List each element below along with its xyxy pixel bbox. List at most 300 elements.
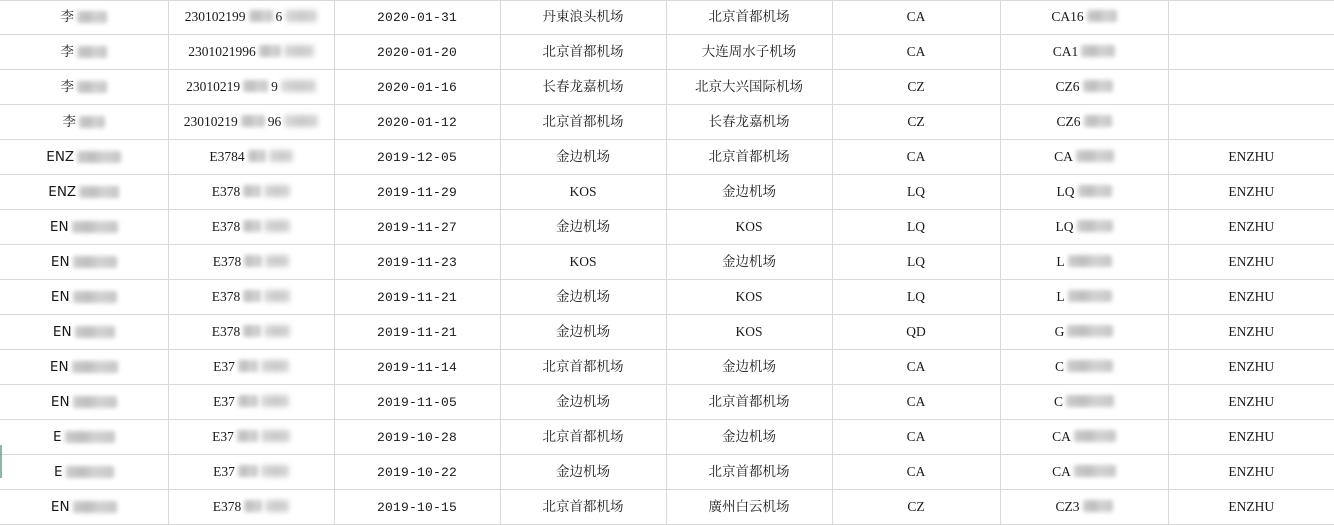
redacted-block	[1078, 185, 1112, 197]
redacted-block	[1066, 395, 1114, 407]
cell-date-content	[377, 501, 457, 514]
table-row[interactable]	[0, 35, 1334, 70]
cell-id[interactable]	[168, 245, 334, 280]
cell-tag[interactable]	[1168, 315, 1334, 350]
cell-date[interactable]	[334, 455, 500, 490]
cell-id[interactable]	[168, 175, 334, 210]
cell-tag[interactable]	[1168, 420, 1334, 455]
table-top-border	[0, 0, 1334, 1]
table-row[interactable]	[0, 245, 1334, 280]
text-value: ENZHU	[1228, 429, 1275, 444]
cell-from[interactable]	[500, 35, 666, 70]
cell-flight-content	[1055, 325, 1114, 339]
cell-tag[interactable]	[1168, 210, 1334, 245]
text-value: KOS	[735, 219, 763, 234]
cell-airline[interactable]	[832, 490, 1000, 525]
text-value: 2020-01-16	[376, 80, 457, 95]
text-value: ENZHU	[1228, 149, 1275, 164]
cell-from-content	[543, 501, 624, 515]
redacted-block	[264, 220, 290, 232]
table-row[interactable]	[0, 490, 1334, 525]
cell-to-content	[709, 116, 790, 130]
text-value: 2020-01-12	[376, 115, 457, 130]
text-value: EN	[50, 499, 70, 515]
cell-to[interactable]	[666, 70, 832, 105]
cell-flight-content	[1052, 430, 1116, 444]
cell-to[interactable]	[666, 280, 832, 315]
text-value: 大连周水子机场	[701, 44, 797, 60]
cell-id[interactable]	[168, 420, 334, 455]
text-value: ENZ	[46, 149, 75, 165]
table-row[interactable]	[0, 210, 1334, 245]
text-value: 北京首都机场	[708, 464, 790, 480]
cell-date[interactable]	[334, 490, 500, 525]
cell-id[interactable]	[168, 35, 334, 70]
text-value: 北京首都机场	[542, 499, 624, 515]
cell-flight-content	[1055, 80, 1112, 94]
cell-flight[interactable]	[1000, 210, 1168, 245]
cell-flight-content	[1056, 115, 1111, 129]
text-value: 金边机场	[722, 359, 776, 375]
cell-from[interactable]	[500, 0, 666, 35]
cell-name[interactable]	[0, 175, 168, 210]
text-value: 李	[60, 9, 74, 25]
cell-to-content	[722, 186, 776, 200]
cell-airline-content	[907, 465, 926, 479]
cell-name[interactable]	[0, 490, 168, 525]
text-value: 2019-11-21	[376, 325, 457, 340]
cell-date-content	[377, 151, 457, 164]
cell-to-content	[722, 361, 776, 375]
cell-date-content	[377, 221, 457, 234]
cell-id[interactable]	[168, 490, 334, 525]
cell-name-content	[50, 361, 118, 375]
cell-from[interactable]	[500, 175, 666, 210]
text-value: ENZHU	[1228, 499, 1275, 514]
cell-tag[interactable]	[1168, 455, 1334, 490]
cell-name[interactable]	[0, 385, 168, 420]
redacted-block	[1067, 325, 1113, 337]
cell-airline[interactable]	[832, 280, 1000, 315]
cell-flight-content	[1052, 465, 1116, 479]
cell-flight-content	[1056, 255, 1111, 269]
text-value: 北京首都机场	[708, 394, 790, 410]
cell-date[interactable]	[334, 245, 500, 280]
cell-date[interactable]	[334, 420, 500, 455]
table-row[interactable]	[0, 350, 1334, 385]
cell-from-content	[543, 46, 624, 60]
cell-from-content	[556, 291, 610, 305]
text-value: 2301021996	[188, 44, 256, 59]
cell-to[interactable]	[666, 245, 832, 280]
cell-tag[interactable]	[1168, 0, 1334, 35]
cell-to[interactable]	[666, 210, 832, 245]
text-value: CA	[906, 359, 926, 374]
redacted-block	[238, 395, 258, 407]
cell-flight-content	[1057, 185, 1112, 199]
cell-date[interactable]	[334, 315, 500, 350]
text-value: 金边机场	[556, 289, 610, 305]
cell-date[interactable]	[334, 280, 500, 315]
cell-airline[interactable]	[832, 245, 1000, 280]
cell-tag[interactable]	[1168, 175, 1334, 210]
text-value: 李	[60, 44, 74, 60]
cell-airline-content	[907, 220, 925, 234]
text-value: 北京大兴国际机场	[695, 79, 803, 95]
cell-to[interactable]	[666, 0, 832, 35]
cell-name-content	[48, 186, 119, 200]
cell-airline[interactable]	[832, 140, 1000, 175]
text-value: QD	[906, 324, 926, 339]
cell-from-content	[543, 11, 624, 25]
cell-flight[interactable]	[1000, 35, 1168, 70]
cell-to[interactable]	[666, 140, 832, 175]
cell-id-content	[213, 500, 290, 514]
cell-date[interactable]	[334, 140, 500, 175]
text-value: 长春龙嘉机场	[542, 79, 624, 95]
cell-from-content	[543, 431, 624, 445]
cell-flight[interactable]	[1000, 350, 1168, 385]
text-value: 2019-12-05	[376, 150, 457, 165]
text-value: 北京首都机场	[542, 44, 624, 60]
table-row[interactable]	[0, 315, 1334, 350]
text-value: E37	[213, 359, 235, 374]
cell-to-content	[722, 431, 776, 445]
cell-airline[interactable]	[832, 315, 1000, 350]
table-row[interactable]	[0, 70, 1334, 105]
cell-to[interactable]	[666, 420, 832, 455]
redacted-block	[281, 80, 316, 92]
cell-name[interactable]	[0, 140, 168, 175]
cell-airline-content	[906, 325, 926, 339]
cell-airline[interactable]	[832, 105, 1000, 140]
cell-airline-content	[907, 80, 924, 94]
cell-tag-content	[1228, 150, 1274, 164]
cell-flight[interactable]	[1000, 175, 1168, 210]
cell-id-content	[212, 185, 291, 199]
cell-date-content	[377, 116, 457, 129]
cell-from[interactable]	[500, 245, 666, 280]
text-value: KOS	[735, 324, 763, 339]
cell-airline-content	[907, 290, 925, 304]
cell-flight-content	[1056, 220, 1113, 234]
cell-tag[interactable]	[1168, 70, 1334, 105]
cell-airline[interactable]	[832, 385, 1000, 420]
cell-to-content	[735, 325, 762, 339]
cell-airline[interactable]	[832, 420, 1000, 455]
table-row[interactable]	[0, 140, 1334, 175]
cell-from[interactable]	[500, 140, 666, 175]
cell-from[interactable]	[500, 420, 666, 455]
cell-flight[interactable]	[1000, 70, 1168, 105]
cell-name[interactable]	[0, 245, 168, 280]
cell-airline[interactable]	[832, 0, 1000, 35]
text-value: CZ6	[1056, 114, 1081, 129]
redacted-block	[243, 290, 261, 302]
cell-from-content	[556, 326, 610, 340]
cell-tag-content	[1228, 325, 1274, 339]
cell-to[interactable]	[666, 105, 832, 140]
cell-name-content	[53, 431, 115, 445]
cell-to[interactable]	[666, 385, 832, 420]
cell-name-content	[51, 396, 117, 410]
cell-flight-content	[1051, 10, 1116, 24]
cell-id[interactable]	[168, 105, 334, 140]
redacted-block	[261, 360, 289, 372]
cell-name[interactable]	[0, 210, 168, 245]
cell-airline-content	[907, 45, 926, 59]
cell-from[interactable]	[500, 315, 666, 350]
cell-name-content	[54, 466, 114, 480]
cell-to-content	[709, 151, 790, 165]
cell-id-content	[186, 80, 316, 94]
cell-id[interactable]	[168, 315, 334, 350]
cell-airline-content	[907, 150, 926, 164]
cell-to[interactable]	[666, 455, 832, 490]
text-value: 9	[271, 79, 278, 94]
table-row[interactable]	[0, 420, 1334, 455]
cell-date-content	[377, 431, 457, 444]
table-row[interactable]	[0, 280, 1334, 315]
cell-id[interactable]	[168, 0, 334, 35]
text-value: 6	[275, 9, 283, 24]
redacted-block	[73, 256, 117, 268]
cell-id-content	[185, 10, 318, 24]
cell-flight[interactable]	[1000, 420, 1168, 455]
cell-from-content	[543, 81, 624, 95]
cell-id[interactable]	[168, 140, 334, 175]
cell-tag[interactable]	[1168, 280, 1334, 315]
text-value: 230102199	[184, 9, 246, 24]
text-value: 2019-10-28	[376, 430, 457, 445]
cell-tag[interactable]	[1168, 350, 1334, 385]
cell-flight[interactable]	[1000, 455, 1168, 490]
redacted-block	[261, 430, 290, 442]
cell-id[interactable]	[168, 280, 334, 315]
text-value: 丹東浪头机场	[542, 9, 624, 25]
cell-from[interactable]	[500, 105, 666, 140]
text-value: 北京首都机场	[708, 149, 790, 165]
text-value: LQ	[907, 289, 925, 304]
text-value: EN	[50, 289, 70, 305]
table-row[interactable]	[0, 175, 1334, 210]
redacted-block	[285, 10, 317, 22]
cell-from-content	[543, 361, 624, 375]
redacted-block	[72, 361, 118, 373]
redacted-block	[248, 150, 266, 162]
cell-tag-content	[1228, 255, 1274, 269]
cell-airline[interactable]	[832, 455, 1000, 490]
cell-from[interactable]	[500, 350, 666, 385]
cell-to[interactable]	[666, 490, 832, 525]
cell-id-content	[184, 115, 319, 129]
cell-name[interactable]	[0, 105, 168, 140]
redacted-block	[1077, 220, 1113, 232]
cell-tag[interactable]	[1168, 385, 1334, 420]
cell-to-content	[695, 81, 803, 95]
cell-id[interactable]	[168, 385, 334, 420]
cell-date[interactable]	[334, 175, 500, 210]
text-value: E37	[212, 429, 234, 444]
cell-flight[interactable]	[1000, 385, 1168, 420]
cell-to-content	[709, 11, 790, 25]
redacted-block	[1068, 255, 1112, 267]
cell-name-content	[50, 221, 118, 235]
text-value: KOS	[569, 184, 597, 199]
cell-airline-content	[907, 255, 925, 269]
cell-date-content	[377, 326, 457, 339]
cell-name-content	[61, 81, 108, 95]
cell-flight[interactable]	[1000, 315, 1168, 350]
text-value: 北京首都机场	[542, 359, 624, 375]
cell-name[interactable]	[0, 280, 168, 315]
cell-name[interactable]	[0, 70, 168, 105]
text-value: 金边机场	[556, 394, 610, 410]
redacted-block	[243, 185, 261, 197]
redacted-block	[66, 466, 114, 478]
cell-from[interactable]	[500, 70, 666, 105]
cell-from[interactable]	[500, 490, 666, 525]
cell-name[interactable]	[0, 315, 168, 350]
cell-tag[interactable]	[1168, 490, 1334, 525]
text-value: EN	[50, 394, 70, 410]
redacted-block	[77, 151, 121, 163]
text-value: E	[53, 464, 63, 480]
cell-date-content	[377, 466, 457, 479]
text-value: E378	[211, 219, 241, 234]
cell-airline-content	[907, 500, 924, 514]
cell-tag[interactable]	[1168, 105, 1334, 140]
redacted-block	[1074, 430, 1116, 442]
cell-id[interactable]	[168, 455, 334, 490]
cell-tag[interactable]	[1168, 35, 1334, 70]
cell-id-content	[212, 430, 290, 444]
text-value: 北京首都机场	[542, 114, 624, 130]
text-value: 廣州白云机场	[708, 499, 790, 515]
cell-airline[interactable]	[832, 70, 1000, 105]
redacted-block	[1074, 465, 1116, 477]
text-value: E378	[212, 499, 242, 514]
cell-date[interactable]	[334, 385, 500, 420]
text-value: CA	[906, 44, 926, 59]
cell-to[interactable]	[666, 315, 832, 350]
cell-to-content	[722, 256, 776, 270]
cell-name-content	[63, 116, 106, 130]
redacted-block	[237, 430, 258, 442]
cell-date[interactable]	[334, 35, 500, 70]
cell-airline-content	[907, 430, 926, 444]
cell-date[interactable]	[334, 105, 500, 140]
cell-tag-content	[1228, 430, 1274, 444]
cell-name[interactable]	[0, 455, 168, 490]
cell-id[interactable]	[168, 350, 334, 385]
cell-airline[interactable]	[832, 350, 1000, 385]
text-value: E378	[211, 184, 241, 199]
table-row[interactable]	[0, 105, 1334, 140]
cell-name[interactable]	[0, 0, 168, 35]
cell-name[interactable]	[0, 35, 168, 70]
cell-flight[interactable]	[1000, 105, 1168, 140]
cell-to[interactable]	[666, 35, 832, 70]
text-value: EN	[52, 324, 72, 340]
cell-tag[interactable]	[1168, 245, 1334, 280]
cell-date-content	[377, 256, 457, 269]
cell-date[interactable]	[334, 350, 500, 385]
redacted-block	[244, 500, 262, 512]
redacted-block	[264, 325, 290, 337]
cell-airline-content	[907, 360, 926, 374]
text-value: CA	[1054, 149, 1073, 164]
cell-id-content	[209, 150, 292, 164]
text-value: ENZ	[48, 184, 77, 200]
cell-airline[interactable]	[832, 210, 1000, 245]
cell-from[interactable]	[500, 455, 666, 490]
text-value: C	[1054, 359, 1064, 374]
cell-id[interactable]	[168, 70, 334, 105]
text-value: ENZHU	[1228, 359, 1275, 374]
cell-flight[interactable]	[1000, 140, 1168, 175]
cell-name-content	[51, 501, 117, 515]
cell-tag-content	[1228, 360, 1274, 374]
table-row[interactable]	[0, 0, 1334, 35]
cell-from[interactable]	[500, 210, 666, 245]
cell-flight[interactable]	[1000, 0, 1168, 35]
redacted-block	[249, 10, 273, 22]
cell-from[interactable]	[500, 385, 666, 420]
table-row[interactable]	[0, 455, 1334, 490]
cell-airline-content	[907, 395, 926, 409]
cell-date[interactable]	[334, 70, 500, 105]
cell-date[interactable]	[334, 210, 500, 245]
redacted-block	[1081, 45, 1115, 57]
cell-to[interactable]	[666, 350, 832, 385]
cell-id[interactable]	[168, 210, 334, 245]
cell-name[interactable]	[0, 420, 168, 455]
text-value: E378	[211, 289, 241, 304]
table-row[interactable]	[0, 385, 1334, 420]
cell-date[interactable]	[334, 0, 500, 35]
text-value: CA	[906, 429, 926, 444]
cell-from-content	[543, 116, 624, 130]
cell-tag[interactable]	[1168, 140, 1334, 175]
redacted-block	[265, 255, 289, 267]
cell-id-content	[213, 360, 289, 374]
cell-flight[interactable]	[1000, 280, 1168, 315]
text-value: 2019-11-23	[376, 255, 457, 270]
cell-flight[interactable]	[1000, 245, 1168, 280]
cell-from[interactable]	[500, 280, 666, 315]
text-value: CA1	[1052, 44, 1079, 59]
redacted-block	[265, 500, 289, 512]
text-value: 2019-11-14	[376, 360, 457, 375]
text-value: ENZHU	[1228, 324, 1275, 339]
cell-airline[interactable]	[832, 175, 1000, 210]
cell-flight[interactable]	[1000, 490, 1168, 525]
redacted-block	[1087, 10, 1117, 22]
cell-name[interactable]	[0, 350, 168, 385]
text-value: E37	[213, 464, 235, 479]
redacted-block	[65, 431, 115, 443]
cell-airline[interactable]	[832, 35, 1000, 70]
text-value: LQ	[1055, 219, 1074, 234]
redacted-block	[73, 291, 117, 303]
text-value: 北京首都机场	[708, 9, 790, 25]
cell-name-content	[61, 11, 108, 25]
redacted-block	[264, 185, 290, 197]
redacted-block	[79, 186, 119, 198]
redacted-block	[79, 116, 105, 128]
cell-to[interactable]	[666, 175, 832, 210]
